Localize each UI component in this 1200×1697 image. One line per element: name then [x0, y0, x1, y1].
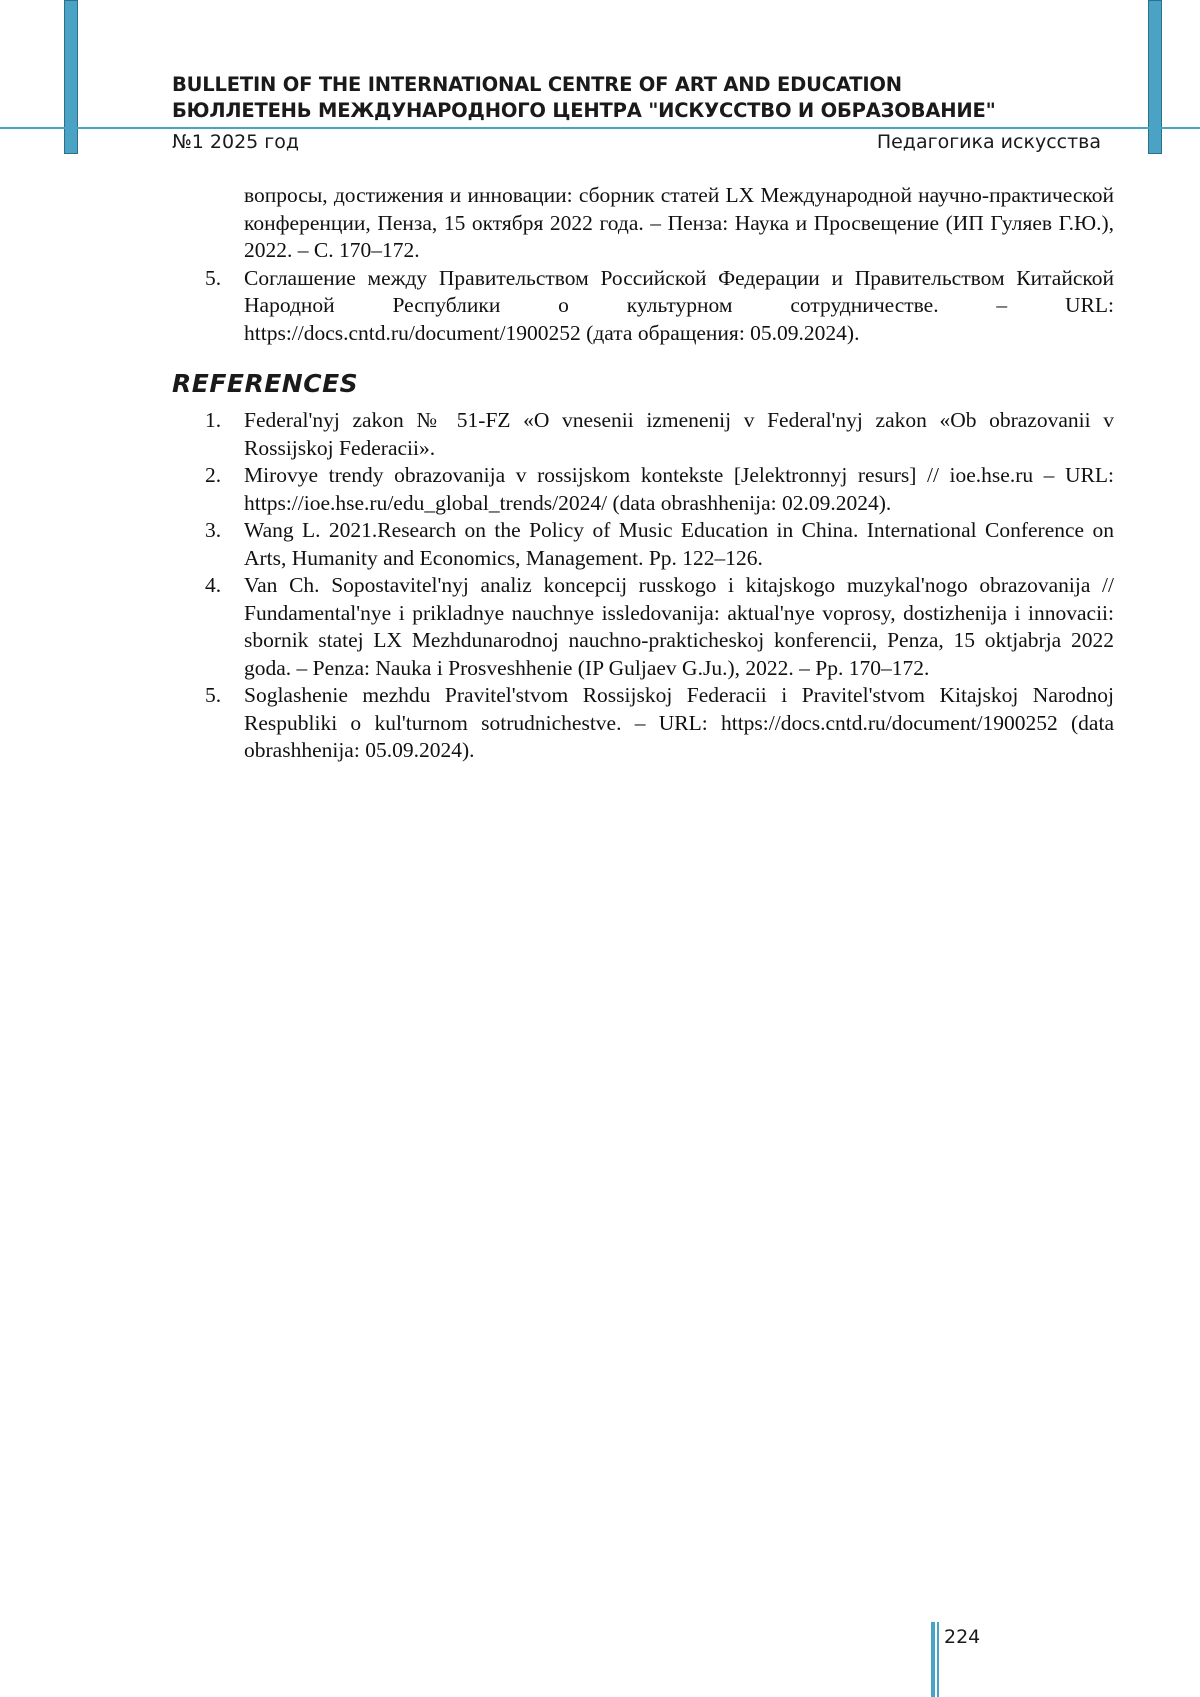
reference-item: [172, 407, 1114, 462]
journal-title-en: BULLETIN OF THE INTERNATIONAL CENTRE OF ART AND EDUCATION: [172, 73, 902, 96]
journal-title: [172, 72, 1122, 124]
reference-text: Van Ch. Sopostavitel'nyj analiz koncepcij russkogo i kitajskogo muzykal'nogo obrazovanija // Fundamental'nye i prikladnye nauchnye issledovanija: aktual'nye voprosy, dostizhenija i innovacii: sbornik statej LX Mezhdunarodnoj nauchno-prakticheskoj konferencii, Penza, 15 oktjabrja 2022 goda. – Penza: Nauka i Prosveshhenie (IP Guljaev G.Ju.), 2022. – Pp. 170–172.: [244, 573, 1114, 680]
section-label: Педагогика искусства: [876, 131, 1101, 153]
footer-accent-bar: [931, 1622, 935, 1697]
reference-text: Soglashenie mezhdu Pravitel'stvom Rossijskoj Federacii i Pravitel'stvom Kitajskoj Narodnoj Respubliki o kul'turnom sotrudnichestve. – URL: https://docs.cntd.ru/document/1900252 (data obrashhenija: 05.09.2024).: [244, 683, 1114, 762]
references-heading: REFERENCES: [172, 369, 359, 398]
reference-text: Wang L. 2021.Research on the Policy of Music Education in China. International Conference on Arts, Humanity and Economics, Management. Pp. 122–126.: [244, 518, 1114, 570]
reference-number: 4.: [205, 573, 222, 597]
reference-text: Federal'nyj zakon № 51-FZ «O vnesenii izmenenij v Federal'nyj zakon «Ob obrazovanii v Rossijskoj Federacii».: [244, 408, 1114, 460]
ru-reference-number: 5.: [205, 265, 222, 290]
journal-title-ru: БЮЛЛЕТЕНЬ МЕЖДУНАРОДНОГО ЦЕНТРА "ИСКУССТВО И ОБРАЗОВАНИЕ": [172, 99, 996, 122]
footer-accent-line: [937, 1622, 939, 1697]
page-body: [172, 182, 1114, 765]
reference-number: 5.: [205, 683, 222, 707]
ru-reference-item: [172, 265, 1114, 348]
reference-text: Mirovye trendy obrazovanija v rossijskom kontekste [Jelektronnyj resurs] // ioe.hse.ru – URL: https://ioe.hse.ru/edu_global_trends/2024/ (data obrashhenija: 02.09.2024).: [244, 463, 1114, 515]
reference-number: 2.: [205, 463, 222, 487]
references-list: [172, 407, 1114, 765]
reference-item: [172, 572, 1114, 682]
ru-reference-text: Соглашение между Правительством Российской Федерации и Правительством Китайской Народной Республики о культурном сотрудничестве. – URL: https://docs.cntd.ru/document/1900252 (дата обращения: 05.09.2024).: [244, 265, 1114, 345]
reference-item: [172, 517, 1114, 572]
reference-item: [172, 462, 1114, 517]
header-right-accent-bar: [1148, 0, 1162, 154]
continued-reference-text: вопросы, достижения и инновации: сборник статей LX Международной научно-практической конференции, Пенза, 15 октября 2022 года. – Пенза: Наука и Просвещение (ИП Гуляев Г.Ю.), 2022. – С. 170–172.: [244, 183, 1114, 262]
reference-item: [172, 682, 1114, 765]
page-number: 224: [944, 1626, 981, 1648]
header-rule: [0, 127, 1200, 129]
header-left-accent-bar: [64, 0, 78, 154]
issue-label: №1 2025 год: [172, 131, 300, 153]
reference-number: 3.: [205, 518, 222, 542]
reference-number: 1.: [205, 408, 222, 432]
ru-reference-list: [172, 265, 1114, 348]
